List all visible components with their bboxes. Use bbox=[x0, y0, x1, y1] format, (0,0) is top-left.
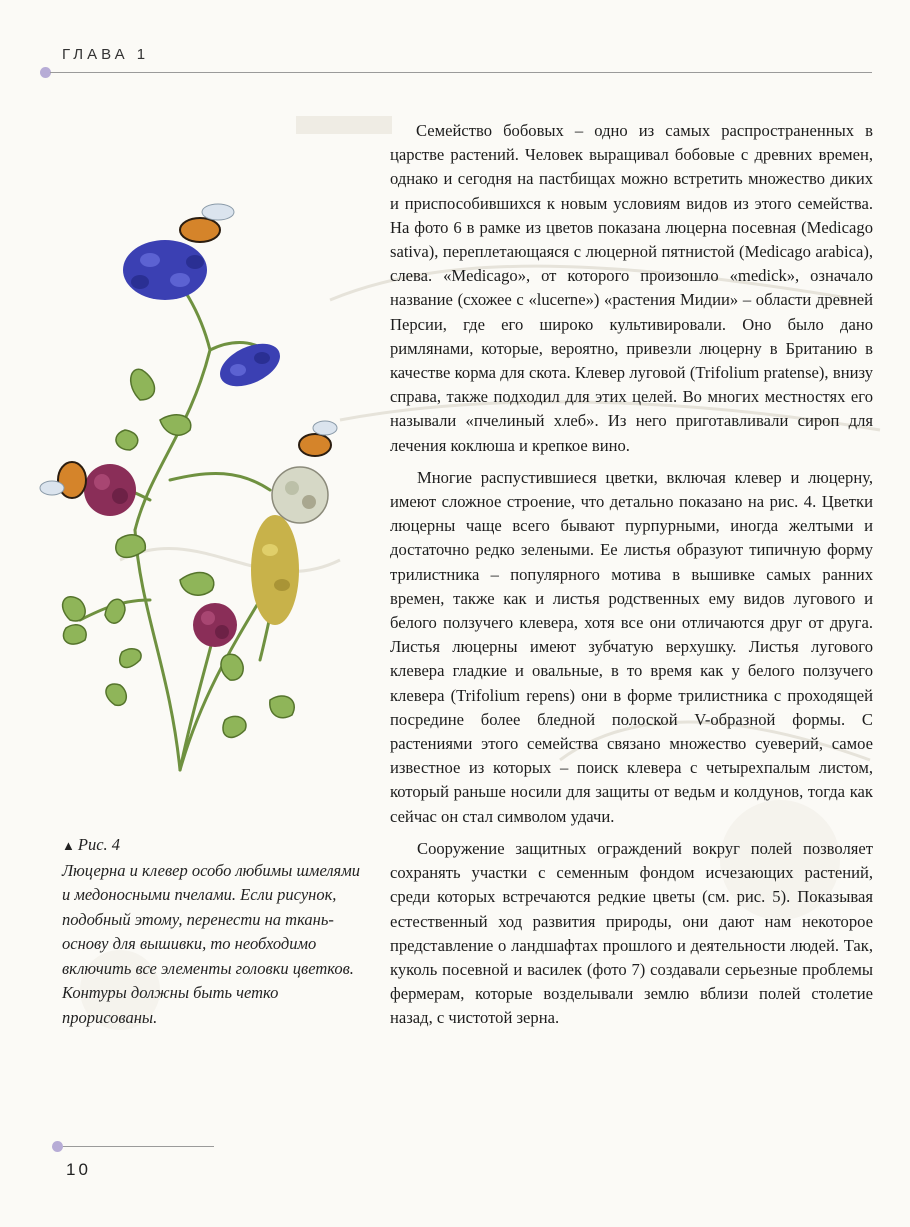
leaf bbox=[270, 696, 294, 718]
bumblebee-icon bbox=[40, 462, 86, 498]
clover-flower-head bbox=[193, 603, 237, 647]
alfalfa-clover-illustration bbox=[30, 200, 340, 790]
figure-caption bbox=[62, 833, 362, 1030]
decorative-dot bbox=[52, 1141, 63, 1152]
yellow-medick-flower-head bbox=[251, 515, 299, 625]
figure-label bbox=[62, 833, 362, 859]
leaf bbox=[180, 573, 214, 596]
leaf bbox=[120, 649, 141, 668]
paragraph: Сооружение защитных ограждений вокруг полей позволяет сохранять участки с семенным фондом исчезающих растений, среди которых встречаются редкие цветы (см. рис. 5). Показывая естественный ход развития природы, они дают нам некоторое представление о ландшафтах прошлого и деятельности людей. Так, куколь посевной и василек (фото 7) создавали серьезные проблемы фермерам, которые возделывали землю вблизи полей столетие назад, с чистотой зерна. bbox=[390, 838, 873, 1028]
leaf bbox=[116, 430, 138, 450]
clover-flower-head bbox=[84, 464, 136, 516]
leaf bbox=[116, 535, 146, 558]
leaf bbox=[223, 716, 246, 737]
body-text bbox=[390, 119, 873, 1039]
bumblebee-icon bbox=[180, 204, 234, 242]
leaf bbox=[63, 597, 86, 621]
leaf bbox=[105, 599, 125, 623]
white-clover-flower-head bbox=[272, 467, 328, 523]
bumblebee-icon bbox=[299, 421, 337, 456]
footer-rule bbox=[63, 1146, 214, 1147]
main-stem bbox=[135, 530, 180, 770]
paragraph: Многие распустившиеся цветки, включая клевер и люцерну, имеют сложное строение, что детально показано на рис. 4. Цветки люцерны чаще всего бывают пурпурными, иногда желтыми и достаточно редко зелеными. Ее листья образуют типичную форму трилистника – популярного мотива в вышивке самых ранних времен, также как и листья родственных ему видов лугового и белого ползучего клевера, хотя все они отличаются друг от друга. Листья люцерны имеют зубчатую верхушку. Листья лугового клевера гладкие и овальные, в то время как у белого ползучего клевера (Trifolium repens) они в форме трилистника с проходящей посредине более бледной полоской V-образной формы. С растениями этого семейства связано множество суеверий, самое известное из которых – поиск клевера с четырехпалым листом, который раньше носили для защиты от ведьм и колдунов, тогда как сейчас он стал символом удачи. bbox=[390, 467, 873, 826]
chapter-label: ГЛАВА 1 bbox=[62, 46, 150, 63]
page-number: 10 bbox=[66, 1160, 91, 1179]
leaf bbox=[63, 625, 86, 644]
leaf bbox=[106, 684, 126, 705]
figure-caption-text: Люцерна и клевер особо любимы шмелями и медоносными пчелами. Если рисунок, подобный этому, перенести на ткань-основу для вышивки, то необходимо включить все элементы головки цветков. Контуры должны быть четко прорисованы. bbox=[62, 860, 360, 1027]
paragraph: Семейство бобовых – одно из самых распространенных в царстве растений. Человек выращивал бобовые с древних времен, однако и сегодня на пастбищах можно встретить множество диких и приспособившихся к новым условиям видов из этого семейства. На фото 6 в рамке из цветов показана люцерна посевная (Medicago sativa), переплетающаяся с люцерной пятнистой (Medicago arabica), слева. «Medicago», от которого произошло «medick», означало название (схожее с «lucerne») «растения Мидии» – области древней Персии, где его широко культивировали. Оно было дано римлянами, которые, вероятно, привезли люцерну в Британию в качестве корма для скота. Клевер луговой (Trifolium pratense), внизу справа, также подходил для этих целей. Во многих местностях его называли «пчелиный хлеб». Из него приготавливали сироп для лечения коклюша и крепкое вино. bbox=[390, 121, 873, 455]
triangle-up-icon: ▲ bbox=[62, 838, 75, 853]
leaf bbox=[221, 654, 243, 680]
figure-label-text: Рис. 4 bbox=[77, 835, 121, 854]
leaf bbox=[131, 369, 155, 400]
leaf bbox=[160, 415, 191, 435]
alfalfa-flower-head bbox=[123, 240, 207, 300]
